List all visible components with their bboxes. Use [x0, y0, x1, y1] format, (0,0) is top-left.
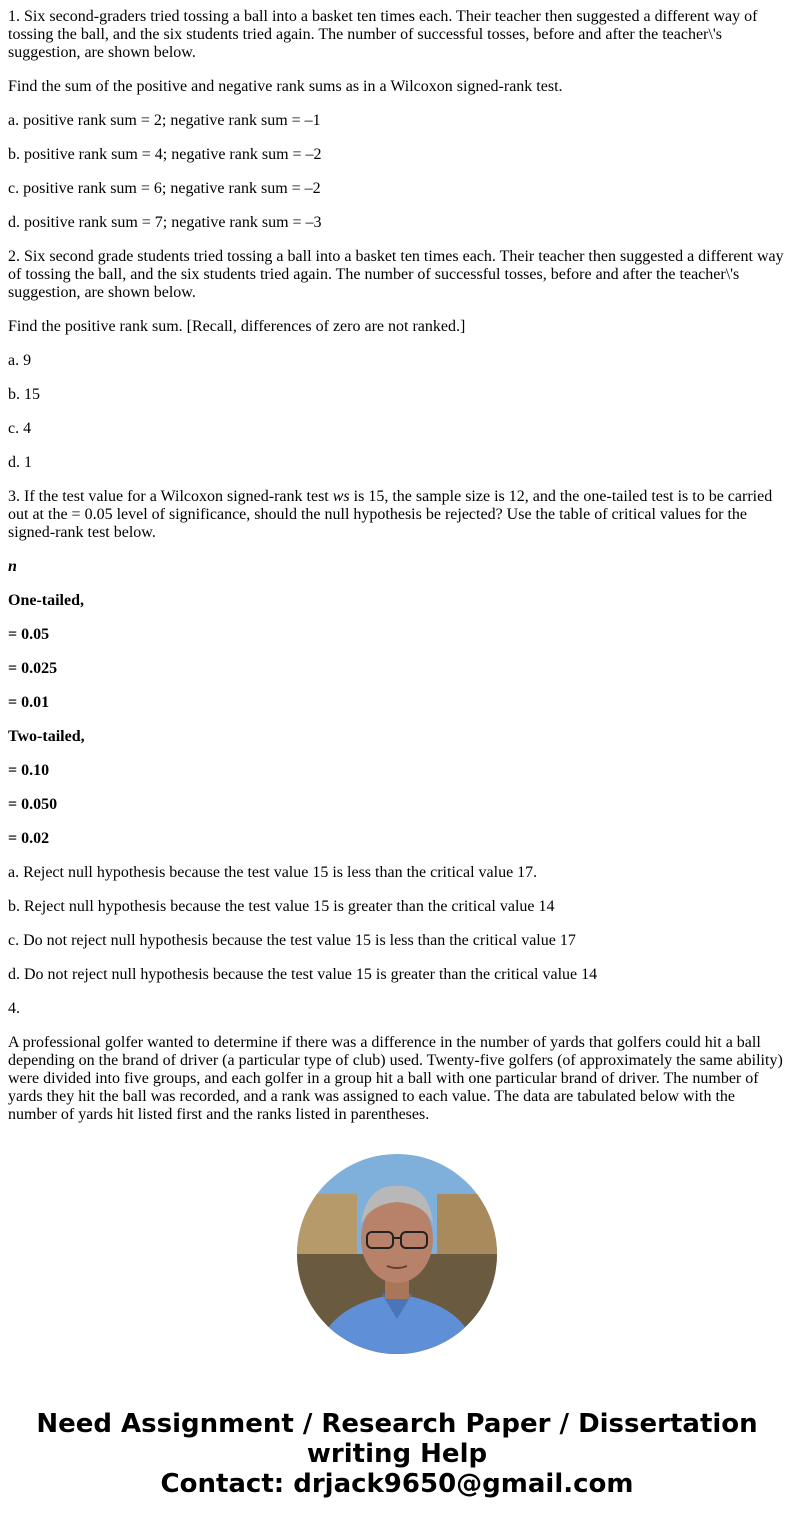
q3-ws: ws [332, 488, 350, 505]
q1-option-a: a. positive rank sum = 2; negative rank sum = –1 [8, 112, 321, 129]
q3-text [8, 488, 786, 542]
q1-prompt: Find the sum of the positive and negative rank sums as in a Wilcoxon signed-rank test. [8, 78, 563, 95]
table-label-a0025 [8, 660, 786, 678]
table-label-one-tailed [8, 592, 786, 610]
banner-contact: Contact: drjack9650@gmail.com [160, 1469, 634, 1499]
q4-number: 4. [8, 1000, 20, 1017]
q3-option-d: d. Do not reject null hypothesis because the test value 15 is greater than the critical value 14 [8, 966, 598, 983]
table-label-a002 [8, 830, 786, 848]
alpha-label: = 0.01 [8, 694, 50, 711]
table-label-a005 [8, 626, 786, 644]
document [8, 8, 786, 1124]
banner-headline: Need Assignment / Research Paper / Dissertation writing Help [36, 1409, 758, 1469]
table-label-a001 [8, 694, 786, 712]
q3-option-b: b. Reject null hypothesis because the test value 15 is greater than the critical value 14 [8, 898, 555, 915]
q3-option-a: a. Reject null hypothesis because the test value 15 is less than the critical value 17. [8, 864, 538, 881]
author-photo-container [8, 1154, 786, 1359]
alpha-label: = 0.05 [8, 626, 50, 643]
q1-option-b: b. positive rank sum = 4; negative rank sum = –2 [8, 146, 322, 163]
q2-option-c: c. 4 [8, 420, 32, 437]
author-photo [297, 1154, 497, 1354]
alpha-label: = 0.10 [8, 762, 50, 779]
alpha-label: = 0.050 [8, 796, 58, 813]
q2-option-a: a. 9 [8, 352, 32, 369]
table-label-n [8, 558, 786, 576]
q2-text: 2. Six second grade students tried tossing a ball into a basket ten times each. Their teacher then suggested a different way of tossing the ball, and the six students tried again. The number of successful tosses, before and after the teacher\'s suggestion, are shown below. [8, 248, 784, 301]
table-label-a0050 [8, 796, 786, 814]
table-label-two-tailed [8, 728, 786, 746]
contact-banner [8, 1409, 786, 1499]
q1-text: 1. Six second-graders tried tossing a ball into a basket ten times each. Their teacher then suggested a different way of tossing the ball, and the six students tried again. The number of successful tosses, before and after the teacher\'s suggestion, are shown below. [8, 8, 758, 61]
n-label: n [8, 558, 17, 575]
q1-option-c: c. positive rank sum = 6; negative rank sum = –2 [8, 180, 321, 197]
q3-option-c: c. Do not reject null hypothesis because the test value 15 is less than the critical value 17 [8, 932, 576, 949]
alpha-label: = 0.02 [8, 830, 50, 847]
q2-option-b: b. 15 [8, 386, 40, 403]
q2-prompt: Find the positive rank sum. [Recall, differences of zero are not ranked.] [8, 318, 466, 335]
q3-text-after: is 15, the sample size is 12, and the one-tailed test is to be carried out at the = 0.05 level of significance, should the null hypothesis be rejected? Use the table of critical values for the signed-rank test below. [8, 488, 773, 541]
one-tailed-label: One-tailed, [8, 592, 84, 609]
two-tailed-label: Two-tailed, [8, 728, 85, 745]
q2-option-d: d. 1 [8, 454, 32, 471]
q3-text-before: 3. If the test value for a Wilcoxon signed-rank test [8, 488, 333, 505]
table-label-a010 [8, 762, 786, 780]
q1-option-d: d. positive rank sum = 7; negative rank sum = –3 [8, 214, 322, 231]
q4-text: A professional golfer wanted to determine if there was a difference in the number of yards that golfers could hit a ball depending on the brand of driver (a particular type of club) used. Twenty-five golfers (of approximately the same ability) were divided into five groups, and each golfer in a group hit a ball with one particular brand of driver. The number of yards they hit the ball was recorded, and a rank was assigned to each value. The data are tabulated below with the number of yards hit listed first and the ranks listed in parentheses. [8, 1034, 783, 1123]
alpha-label: = 0.025 [8, 660, 58, 677]
